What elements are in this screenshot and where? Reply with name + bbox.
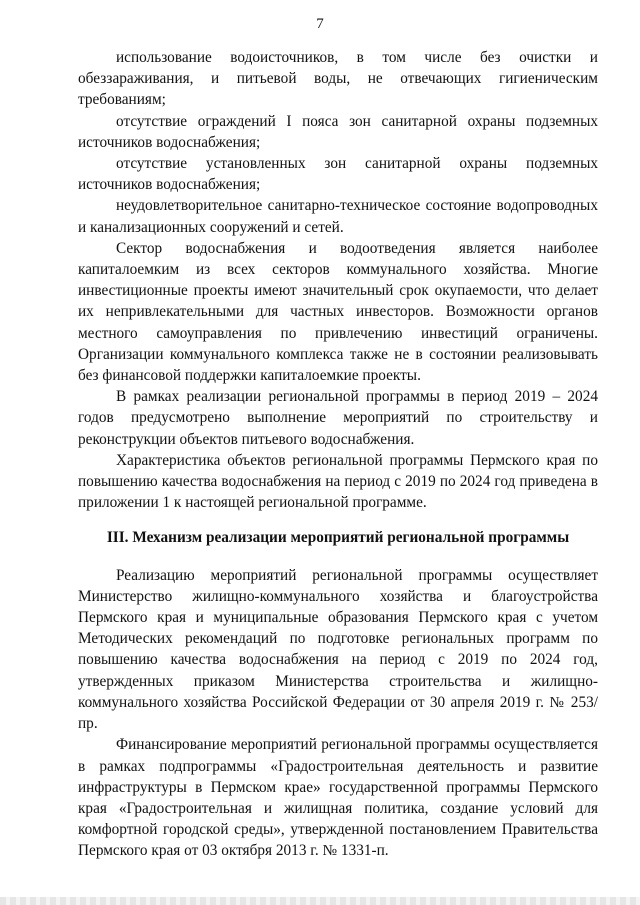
- paragraph-list-item-2: отсутствие ограждений I пояса зон санитарной охраны подземных источников водоснабжения;: [78, 112, 598, 151]
- document-body: [78, 47, 598, 862]
- paragraph-implementation: Реализацию мероприятий региональной программы осуществляет Министерство жилищно-коммунального хозяйства и благоустройства Пермского края и муниципальные образования Пермского края с учетом Методических рекомендаций по подготовке региональных программ по повышению качества водоснабжения на период с 2019 по 2024 год, утвержденных приказом Министерства строительства и жилищно-коммунального хозяйства Российской Федерации от 30 апреля 2019 г. № 253/пр.: [78, 566, 598, 733]
- paragraph-financing: Финансирование мероприятий региональной программы осуществляется в рамках подпрограммы «Градостроительная деятельность и развитие инфраструктуры в Пермском крае» государственной программы Пермского края «Градостроительная и жилищная политика, создание условий для комфортной городской среды», утвержденной постановлением Правительства Пермского края от 03 октября 2013 г. № 1331-п.: [78, 736, 598, 860]
- paragraph-list-item-1: использование водоисточников, в том числе без очистки и обеззараживания, и питьевой воды, не отвечающих гигиеническим требованиям;: [78, 49, 598, 109]
- paragraph-objects-characteristics: Характеристика объектов региональной программы Пермского края по повышению качества водоснабжения на период с 2019 по 2024 год приведена в приложении 1 к настоящей региональной программе.: [78, 451, 598, 512]
- paragraph-program-period: В рамках реализации региональной программы в период 2019 – 2024 годов предусмотрено выполнение мероприятий по строительству и реконструкции объектов питьевого водоснабжения.: [78, 388, 598, 448]
- paragraph-list-item-3: отсутствие установленных зон санитарной охраны подземных источников водоснабжения;: [78, 155, 598, 194]
- paragraph-water-sector: Сектор водоснабжения и водоотведения является наиболее капиталоемким из всех секторов коммунального хозяйства. Многие инвестиционные проекты имеют значительный срок окупаемости, что делает их непривлекательными для частных инвесторов. Возможности органов местного самоуправления по привлечению инвестиций ограничены. Организации коммунального комплекса также не в состоянии реализовывать без финансовой поддержки капиталоемкие проекты.: [78, 239, 598, 385]
- page-bottom-edge: [0, 897, 640, 905]
- section-heading: III. Механизм реализации мероприятий региональной программы: [106, 529, 570, 547]
- paragraph-list-item-4: неудовлетворительное санитарно-техническое состояние водопроводных и канализационных сооружений и сетей.: [78, 197, 598, 236]
- page-number: 7: [316, 16, 324, 32]
